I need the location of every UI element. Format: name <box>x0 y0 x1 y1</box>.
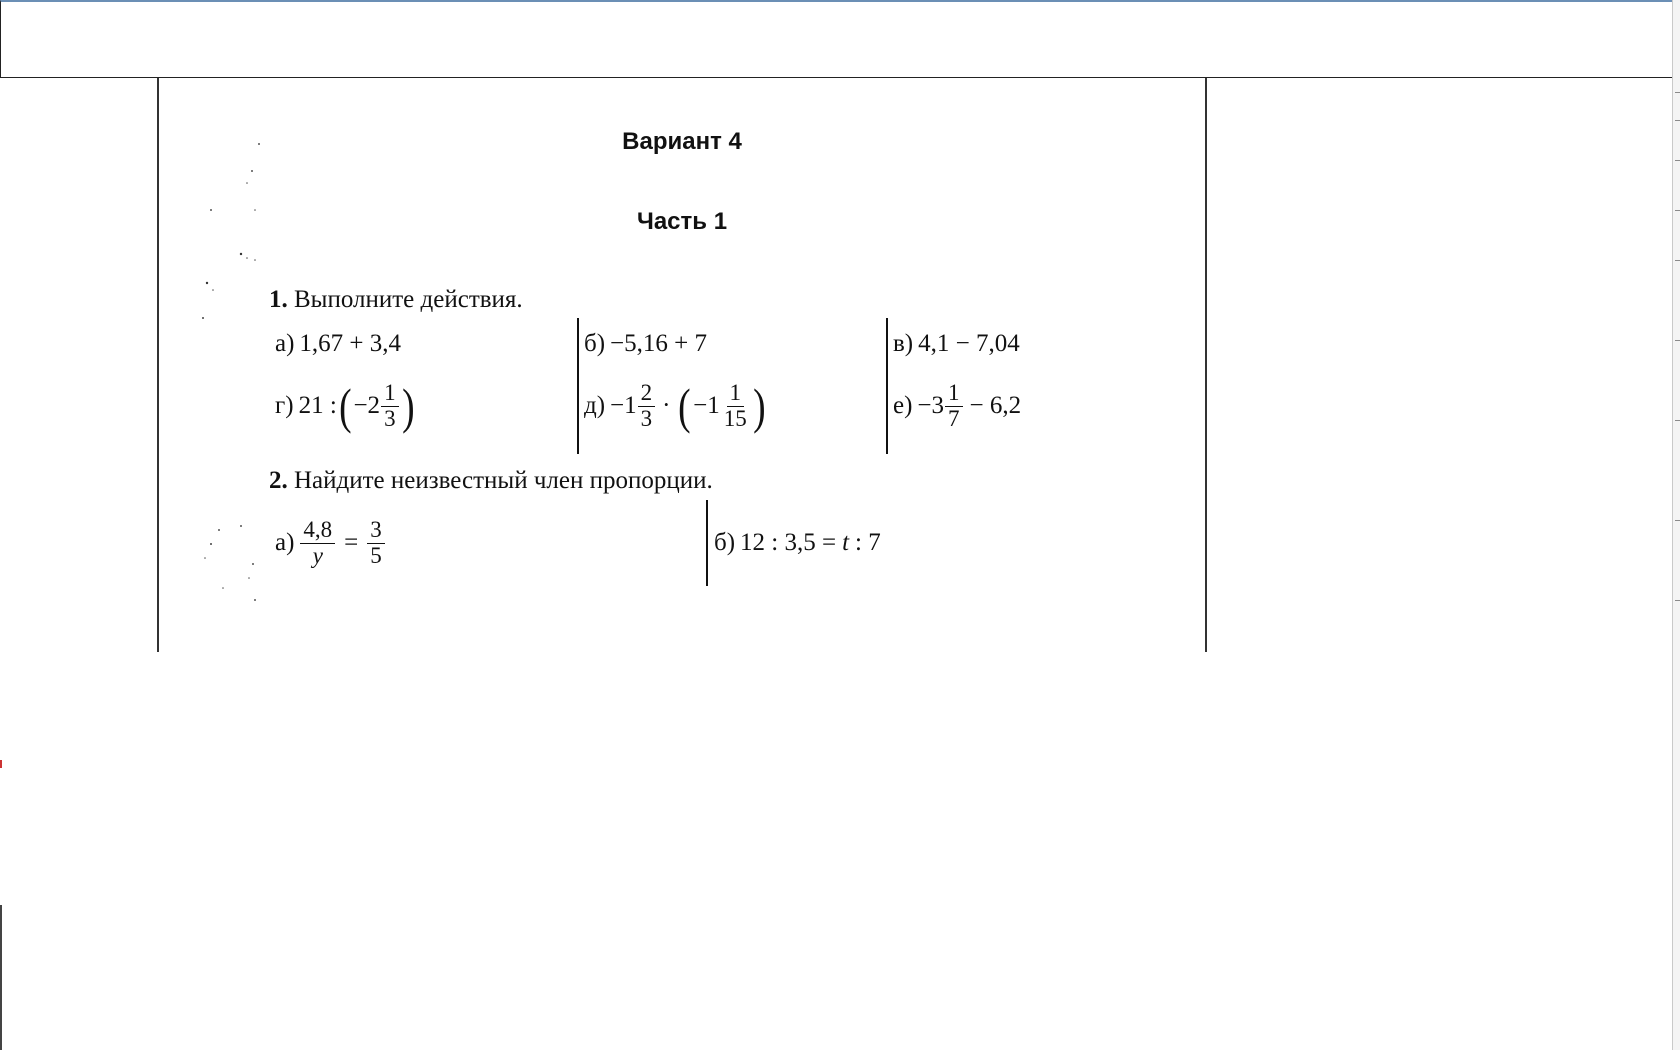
numerator: 2 <box>638 381 656 406</box>
numerator: 1 <box>727 381 745 406</box>
expr-suffix: : 7 <box>855 529 881 556</box>
fraction <box>721 381 750 430</box>
column-divider <box>577 318 579 454</box>
denominator: 5 <box>370 542 382 568</box>
item-label: а) <box>275 529 295 556</box>
item-label: а) <box>275 330 295 357</box>
scan-noise <box>159 78 279 652</box>
numerator: 4,8 <box>300 518 335 543</box>
numerator: 3 <box>367 518 385 543</box>
column-divider <box>706 500 708 586</box>
part-title: Часть 1 <box>636 208 728 235</box>
open-paren: ( <box>338 378 352 434</box>
denominator: 3 <box>640 405 653 431</box>
fraction <box>367 518 385 567</box>
vertical-scrollbar[interactable] <box>1672 0 1680 1050</box>
task2-heading <box>269 467 713 495</box>
equals-sign: = <box>344 529 359 556</box>
fraction <box>381 381 399 430</box>
item-label: б) <box>584 330 606 357</box>
margin-marker <box>0 760 2 768</box>
item-expression: 4,1 − 7,04 <box>918 330 1020 357</box>
mixed-whole: −1 <box>610 392 637 419</box>
document-page <box>157 78 1207 652</box>
mixed-whole: −1 <box>693 392 720 419</box>
fraction <box>300 518 335 567</box>
numerator: 1 <box>945 381 963 406</box>
expr-suffix: − 6,2 <box>969 392 1022 419</box>
item-label: б) <box>714 529 736 556</box>
multiply-operator: · <box>662 392 671 419</box>
column-divider <box>886 318 888 454</box>
numerator: 1 <box>381 381 399 406</box>
close-paren: ) <box>401 378 415 434</box>
denominator: 7 <box>948 405 960 431</box>
item-expression: −5,16 + 7 <box>610 330 707 357</box>
denominator: 3 <box>384 405 396 431</box>
expr-prefix: 12 : 3,5 = <box>740 529 837 556</box>
close-paren: ) <box>752 378 766 434</box>
task2-item-b <box>714 503 881 583</box>
denominator: y <box>312 542 323 568</box>
task1-item-d <box>584 366 767 446</box>
mixed-whole: −3 <box>917 392 945 419</box>
task2-item-a <box>275 503 386 583</box>
fraction <box>945 381 963 430</box>
open-paren: ( <box>678 378 692 434</box>
task1-item-g <box>275 366 416 446</box>
item-expression: 1,67 + 3,4 <box>299 330 402 357</box>
margin-line <box>0 905 2 1050</box>
task1-item-e <box>893 366 1021 446</box>
task1-number: 1. <box>269 286 288 313</box>
task1-text: Выполните действия. <box>294 286 523 313</box>
variant-title: Вариант 4 <box>622 128 742 155</box>
item-label: д) <box>584 392 606 419</box>
denominator: 15 <box>723 405 747 431</box>
item-label: г) <box>275 392 294 419</box>
fraction <box>638 381 656 430</box>
mixed-whole: −2 <box>353 392 381 419</box>
task2-text: Найдите неизвестный член пропорции. <box>294 467 713 494</box>
toolbar-area <box>0 0 1675 78</box>
item-label: в) <box>893 330 914 357</box>
item-label: е) <box>893 392 913 419</box>
unknown-variable: t <box>842 529 850 556</box>
expr-prefix: 21 : <box>298 392 337 419</box>
task2-number: 2. <box>269 467 288 494</box>
